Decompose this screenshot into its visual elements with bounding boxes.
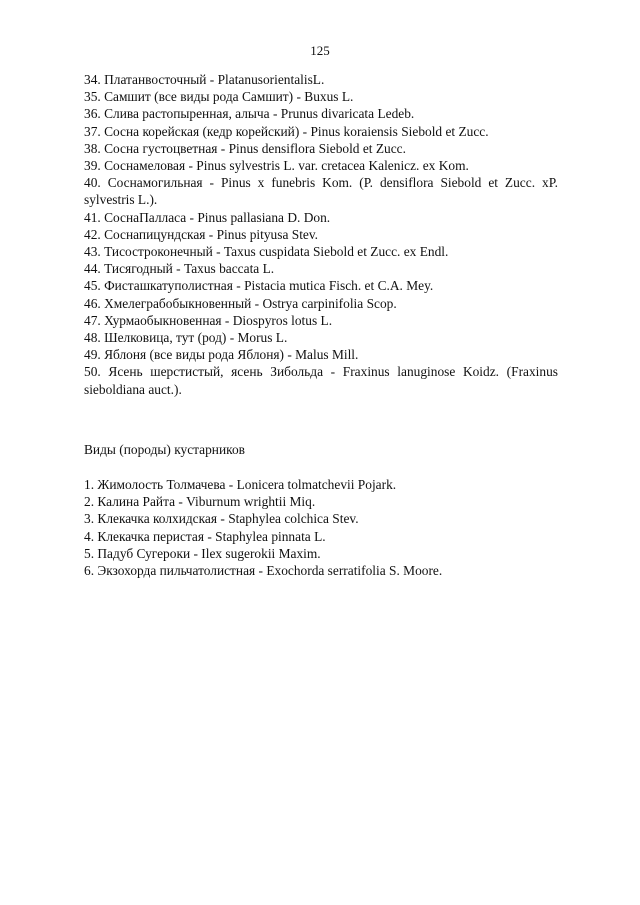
shrub-species-list — [84, 476, 558, 579]
list-item: 37. Сосна корейская (кедр корейский) - Pinus koraiensis Siebold et Zucc. — [84, 123, 489, 139]
list-item: 44. Тисягодный - Taxus baccata L. — [84, 261, 275, 277]
list-item: 4. Клекачка перистая - Staphylea pinnata L. — [84, 528, 326, 544]
list-item: 47. Хурмаобыкновенная - Diospyros lotus L. — [84, 312, 333, 328]
page-number: 125 — [310, 43, 330, 58]
document-body — [84, 71, 558, 579]
list-item: 41. СоснаПалласа - Pinus pallasiana D. Don. — [84, 209, 331, 225]
list-item: 42. Соснапицундская - Pinus pityusa Stev. — [84, 226, 319, 242]
list-item: 2. Калина Райта - Viburnum wrightii Miq. — [84, 494, 316, 510]
list-item: 35. Самшит (все виды рода Самшит) - Buxus L. — [84, 89, 354, 105]
list-item: 46. Хмелеграбобыкновенный - Ostrya carpinifolia Scop. — [84, 295, 397, 311]
section-heading: Виды (породы) кустарников — [84, 441, 245, 457]
list-item: 50. Ясень шерстистый, ясень Зибольда - Fraxinus lanuginose Koidz. (Fraxinus sieboldiana auct.). — [84, 364, 558, 397]
list-item: 3. Клекачка колхидская - Staphylea colchica Stev. — [84, 511, 359, 527]
list-item: 45. Фисташкатуполистная - Pistacia mutica Fisch. et C.A. Mey. — [84, 278, 434, 294]
list-item: 40. Соснамогильная - Pinus x funebris Kom. (P. densiflora Siebold et Zucc. xP. sylvestris L.). — [84, 175, 558, 208]
list-item: 36. Слива растопыренная, алыча - Prunus divaricata Ledeb. — [84, 106, 415, 122]
tree-species-list — [84, 71, 558, 398]
list-item: 38. Сосна густоцветная - Pinus densiflora Siebold et Zucc. — [84, 140, 406, 156]
list-item: 48. Шелковица, тут (род) - Morus L. — [84, 330, 288, 346]
list-item: 34. Платанвосточный - PlatanusorientalisL. — [84, 72, 325, 87]
list-item: 43. Тисостроконечный - Taxus cuspidata Siebold et Zucc. ex Endl. — [84, 244, 449, 260]
list-item: 5. Падуб Сугероки - Ilex sugerokii Maxim. — [84, 545, 321, 561]
list-item: 6. Экзохорда пильчатолистная - Exochorda serratifolia S. Moore. — [84, 563, 443, 579]
list-item: 39. Соснамеловая - Pinus sylvestris L. var. cretacea Kalenicz. ex Kom. — [84, 158, 469, 174]
list-item: 49. Яблоня (все виды рода Яблоня) - Malus Mill. — [84, 347, 359, 363]
list-item: 1. Жимолость Толмачева - Lonicera tolmatchevii Pojark. — [84, 477, 397, 493]
